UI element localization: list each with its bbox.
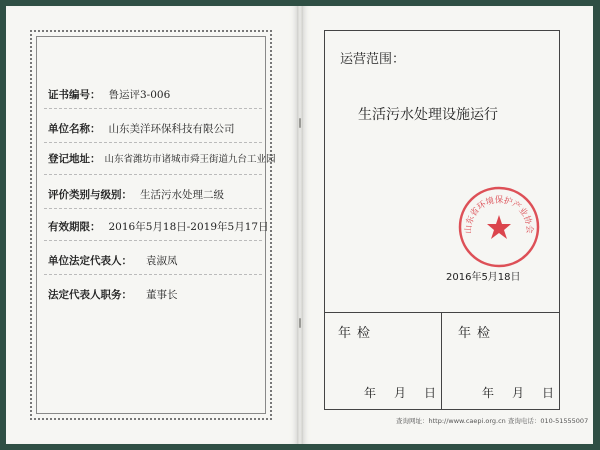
legal-rep-row [48, 254, 178, 268]
validity-row [48, 220, 269, 234]
issue-date: 2016年5月18日 [446, 272, 521, 283]
footer-contact: 查询网址：http://www.caepi.org.cn 查询电话：010-51555007 [396, 417, 589, 425]
legal-rep-value: 袁淑凤 [146, 255, 178, 267]
star-icon [487, 215, 511, 239]
address-value: 山东省潍坊市诸城市舜王街道九台工业园 [104, 154, 276, 165]
stitch-mark [299, 318, 301, 328]
seal-text: 山东省环境保护产业协会 [463, 195, 535, 234]
legal-rep-title-value: 董事长 [146, 289, 178, 301]
scope-value: 生活污水处理设施运行 [358, 107, 498, 123]
company-label: 单位名称： [48, 123, 101, 135]
legal-rep-label: 单位法定代表人： [48, 255, 132, 267]
company-value: 山东美洋环保科技有限公司 [108, 123, 235, 135]
certificate-number-value: 鲁运评3-006 [108, 89, 171, 101]
inspection-date-right: 年 月 日 [482, 386, 555, 400]
official-seal [457, 185, 541, 269]
address-label: 登记地址： [48, 153, 101, 165]
inspection-divider [324, 312, 560, 313]
stitch-mark [299, 118, 301, 128]
annual-inspection-right-label: 年检 [458, 326, 497, 341]
company-row [48, 122, 235, 136]
certificate-number-row [48, 88, 170, 102]
category-value: 生活污水处理二级 [140, 189, 224, 201]
legal-rep-title-label: 法定代表人职务： [48, 289, 132, 301]
book-spine [297, 6, 303, 444]
address-row [48, 152, 276, 167]
category-label: 评价类别与级别： [48, 189, 132, 201]
category-row [48, 188, 224, 202]
certificate-number-label: 证书编号： [48, 89, 101, 101]
annual-inspection-left-label: 年检 [338, 326, 377, 341]
validity-label: 有效期限： [48, 221, 101, 233]
legal-rep-title-row [48, 288, 178, 302]
validity-value: 2016年5月18日-2019年5月17日 [108, 221, 269, 233]
scope-label: 运营范围： [340, 52, 406, 67]
inspection-date-left: 年 月 日 [364, 386, 437, 400]
